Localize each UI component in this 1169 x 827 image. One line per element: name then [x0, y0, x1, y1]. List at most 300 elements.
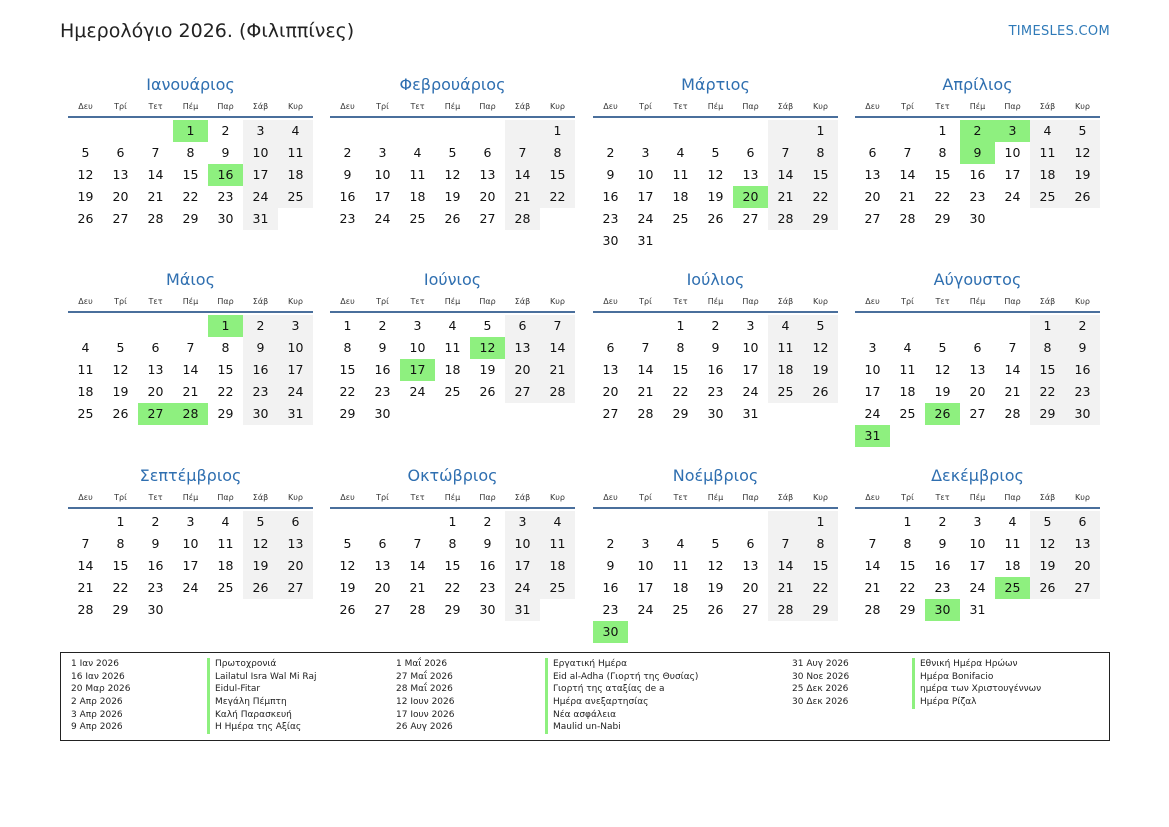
day-cell: 19 [339, 580, 356, 595]
weekday-label: Τετ [935, 493, 950, 502]
day-cell: 28 [864, 602, 881, 617]
weekday-label: Πέμ [969, 102, 986, 111]
day-cell: 15 [934, 167, 951, 182]
day-cell: 18 [899, 384, 916, 399]
empty-cell [540, 403, 575, 425]
weekday-label: Παρ [217, 493, 234, 502]
day-cell: 18 [444, 362, 461, 377]
day-grid [855, 511, 1100, 621]
day-cell: 31 [637, 233, 654, 248]
day-cell: 17 [969, 558, 986, 573]
month-calendar [593, 72, 838, 252]
day-cell: 29 [182, 211, 199, 226]
day-cell: 19 [707, 189, 724, 204]
weekday-label: Σάβ [1039, 493, 1056, 502]
day-grid [330, 511, 575, 621]
day-cell: 26 [1065, 186, 1100, 208]
day-cell: 19 [243, 555, 278, 577]
empty-cell [663, 511, 698, 533]
day-cell: 10 [243, 142, 278, 164]
day-cell: 30 [602, 233, 619, 248]
day-cell: 13 [147, 362, 164, 377]
holiday-name: Νέα ασφάλεια [545, 709, 698, 722]
weekday-label: Τετ [410, 102, 425, 111]
day-cell: 6 [278, 511, 313, 533]
day-cell: 1 [938, 123, 947, 138]
weekday-label: Τετ [410, 493, 425, 502]
day-cell: 12 [77, 167, 94, 182]
day-grid [68, 315, 313, 425]
day-cell: 15 [803, 555, 838, 577]
weekday-label: Παρ [217, 297, 234, 306]
day-cell: 31 [278, 403, 313, 425]
day-cell: 15 [899, 558, 916, 573]
day-cell: 8 [903, 536, 912, 551]
day-cell: 3 [995, 120, 1030, 142]
day-cell: 2 [606, 536, 615, 551]
empty-cell [628, 120, 663, 142]
day-cell: 8 [186, 145, 195, 160]
day-cell: 5 [1030, 511, 1065, 533]
day-cell: 29 [672, 406, 689, 421]
empty-cell [768, 230, 803, 252]
day-cell: 12 [243, 533, 278, 555]
day-cell: 14 [505, 164, 540, 186]
legend-names-column [912, 658, 1041, 709]
empty-cell [768, 120, 803, 142]
day-cell: 10 [637, 167, 654, 182]
weekday-header [68, 98, 313, 118]
day-cell: 30 [969, 211, 986, 226]
day-cell: 22 [182, 189, 199, 204]
day-cell: 6 [483, 145, 492, 160]
empty-cell [663, 120, 698, 142]
day-cell: 20 [505, 359, 540, 381]
day-cell: 9 [960, 142, 995, 164]
day-cell: 29 [112, 602, 129, 617]
day-cell: 24 [969, 580, 986, 595]
weekday-header [68, 489, 313, 509]
empty-cell [698, 511, 733, 533]
day-cell: 28 [505, 208, 540, 230]
day-cell: 9 [378, 340, 387, 355]
empty-cell [733, 621, 768, 643]
month-name: Σεπτέμβριος [139, 466, 242, 485]
empty-cell [733, 511, 768, 533]
weekday-label: Τετ [148, 297, 163, 306]
day-cell: 10 [637, 558, 654, 573]
day-cell: 5 [483, 318, 492, 333]
empty-cell [68, 120, 103, 142]
empty-cell [593, 120, 628, 142]
day-cell: 16 [243, 359, 278, 381]
holiday-date: 12 Ιουν 2026 [396, 697, 455, 708]
holiday-date: 1 Ιαν 2026 [71, 659, 119, 669]
day-cell: 5 [1065, 120, 1100, 142]
weekday-label: Πέμ [182, 102, 199, 111]
day-cell: 5 [343, 536, 352, 551]
empty-cell [698, 621, 733, 643]
holiday-date: 25 Δεκ 2026 [792, 684, 849, 695]
weekday-label: Δευ [865, 297, 880, 306]
day-cell: 24 [409, 384, 426, 399]
day-cell: 4 [81, 340, 90, 355]
holiday-date: 9 Απρ 2026 [71, 722, 123, 733]
day-cell: 28 [1004, 406, 1021, 421]
day-cell: 22 [112, 580, 129, 595]
day-cell: 8 [803, 533, 838, 555]
day-cell: 3 [243, 120, 278, 142]
day-cell: 19 [444, 189, 461, 204]
day-cell: 26 [444, 211, 461, 226]
day-cell: 30 [925, 599, 960, 621]
day-cell: 28 [147, 211, 164, 226]
weekday-label: Τρί [901, 493, 914, 502]
holiday-name: Εθνική Ημέρα Ηρώων [912, 658, 1041, 671]
day-cell: 20 [602, 384, 619, 399]
weekday-label: Τρί [639, 297, 652, 306]
day-cell: 9 [606, 558, 615, 573]
holiday-date: 27 Μαΐ 2026 [396, 671, 453, 682]
day-cell: 7 [641, 340, 650, 355]
holiday-name: Εργατική Ημέρα [545, 658, 698, 671]
day-cell: 21 [540, 359, 575, 381]
weekday-label: Πέμ [969, 297, 986, 306]
weekday-label: Σάβ [777, 297, 794, 306]
weekday-label: Τρί [376, 102, 389, 111]
day-cell: 20 [733, 186, 768, 208]
day-cell: 8 [343, 340, 352, 355]
empty-cell [698, 120, 733, 142]
day-cell: 21 [147, 189, 164, 204]
day-cell: 4 [413, 145, 422, 160]
weekday-label: Τετ [673, 102, 688, 111]
day-cell: 18 [278, 164, 313, 186]
day-cell: 30 [147, 602, 164, 617]
day-cell: 24 [182, 580, 199, 595]
day-grid [330, 315, 575, 425]
day-cell: 15 [182, 167, 199, 182]
weekday-label: Τρί [376, 493, 389, 502]
day-cell: 26 [707, 211, 724, 226]
empty-cell [103, 120, 138, 142]
day-cell: 1 [676, 318, 685, 333]
site-link[interactable]: TIMESLES.COM [1008, 24, 1110, 39]
day-cell: 12 [707, 558, 724, 573]
day-cell: 27 [374, 602, 391, 617]
day-cell: 25 [409, 211, 426, 226]
empty-cell [628, 511, 663, 533]
day-cell: 21 [768, 186, 803, 208]
day-cell: 11 [672, 558, 689, 573]
empty-cell [1065, 425, 1100, 447]
weekday-label: Κυρ [813, 102, 828, 111]
empty-cell [400, 511, 435, 533]
day-cell: 7 [768, 142, 803, 164]
day-cell: 30 [1065, 403, 1100, 425]
day-cell: 27 [138, 403, 173, 425]
day-cell: 27 [278, 577, 313, 599]
day-cell: 6 [505, 315, 540, 337]
day-cell: 25 [77, 406, 94, 421]
weekday-label: Κυρ [288, 493, 303, 502]
day-cell: 24 [864, 406, 881, 421]
weekday-label: Τετ [148, 493, 163, 502]
day-cell: 11 [1030, 142, 1065, 164]
month-calendar [330, 267, 575, 425]
day-cell: 23 [969, 189, 986, 204]
day-cell: 1 [173, 120, 208, 142]
weekday-label: Τετ [673, 493, 688, 502]
day-cell: 30 [707, 406, 724, 421]
day-cell: 27 [742, 602, 759, 617]
day-cell: 26 [925, 403, 960, 425]
day-cell: 18 [672, 189, 689, 204]
empty-cell [995, 208, 1030, 230]
holiday-name: Ημέρα ανεξαρτησίας [545, 696, 698, 709]
empty-cell [995, 599, 1030, 621]
day-cell: 19 [1065, 164, 1100, 186]
day-cell: 20 [742, 580, 759, 595]
day-cell: 21 [637, 384, 654, 399]
day-cell: 17 [505, 555, 540, 577]
day-cell: 28 [637, 406, 654, 421]
empty-cell [1030, 425, 1065, 447]
weekday-label: Παρ [742, 297, 759, 306]
holiday-legend [60, 652, 1110, 741]
day-cell: 20 [147, 384, 164, 399]
day-cell: 18 [540, 555, 575, 577]
day-cell: 24 [742, 384, 759, 399]
month-calendar [855, 72, 1100, 230]
weekday-header [593, 489, 838, 509]
weekday-label: Σάβ [1039, 297, 1056, 306]
day-cell: 20 [1065, 555, 1100, 577]
day-cell: 19 [1030, 555, 1065, 577]
weekday-label: Τετ [935, 102, 950, 111]
empty-cell [505, 403, 540, 425]
day-cell: 20 [278, 555, 313, 577]
day-cell: 21 [864, 580, 881, 595]
day-cell: 11 [768, 337, 803, 359]
month-calendar [855, 463, 1100, 621]
day-cell: 9 [483, 536, 492, 551]
holiday-name: Γιορτή της αταξίας de a [545, 683, 698, 696]
holiday-date: 28 Μαΐ 2026 [396, 684, 453, 695]
holiday-name: ημέρα των Χριστουγέννων [912, 683, 1041, 696]
empty-cell [628, 315, 663, 337]
day-cell: 7 [1008, 340, 1017, 355]
day-cell: 21 [77, 580, 94, 595]
day-cell: 14 [1004, 362, 1021, 377]
day-cell: 13 [742, 167, 759, 182]
day-cell: 6 [746, 536, 755, 551]
weekday-label: Δευ [865, 493, 880, 502]
empty-cell [803, 621, 838, 643]
legend-dates-column [71, 658, 131, 734]
weekday-header [855, 293, 1100, 313]
weekday-label: Τρί [114, 102, 127, 111]
day-cell: 15 [672, 362, 689, 377]
day-cell: 6 [378, 536, 387, 551]
weekday-label: Δευ [603, 297, 618, 306]
holiday-date: 3 Απρ 2026 [71, 709, 123, 720]
day-cell: 22 [672, 384, 689, 399]
day-cell: 12 [444, 167, 461, 182]
day-cell: 21 [505, 186, 540, 208]
empty-cell [435, 403, 470, 425]
weekday-label: Δευ [603, 102, 618, 111]
month-calendar [68, 463, 313, 621]
weekday-label: Παρ [1004, 102, 1021, 111]
day-cell: 2 [1065, 315, 1100, 337]
day-cell: 23 [374, 384, 391, 399]
empty-cell [663, 621, 698, 643]
weekday-label: Σάβ [777, 102, 794, 111]
day-cell: 13 [278, 533, 313, 555]
holiday-date: 26 Αυγ 2026 [396, 722, 453, 733]
day-cell: 31 [505, 599, 540, 621]
day-cell: 14 [899, 167, 916, 182]
day-cell: 8 [676, 340, 685, 355]
month-name: Οκτώβριος [407, 466, 498, 485]
day-cell: 5 [81, 145, 90, 160]
holiday-name: Πρωτοχρονιά [207, 658, 316, 671]
day-cell: 18 [217, 558, 234, 573]
day-cell: 27 [112, 211, 129, 226]
day-cell: 18 [768, 359, 803, 381]
day-cell: 29 [803, 599, 838, 621]
day-cell: 26 [1030, 577, 1065, 599]
day-cell: 27 [1065, 577, 1100, 599]
day-cell: 4 [278, 120, 313, 142]
empty-cell [330, 120, 365, 142]
month-calendar [855, 267, 1100, 447]
month-calendar [330, 72, 575, 230]
day-cell: 29 [339, 406, 356, 421]
day-cell: 10 [864, 362, 881, 377]
day-cell: 4 [768, 315, 803, 337]
day-cell: 17 [400, 359, 435, 381]
day-cell: 9 [1065, 337, 1100, 359]
empty-cell [365, 120, 400, 142]
day-cell: 14 [768, 164, 803, 186]
day-cell: 9 [606, 167, 615, 182]
weekday-label: Σάβ [514, 102, 531, 111]
day-grid [330, 120, 575, 230]
weekday-header [855, 98, 1100, 118]
day-cell: 1 [208, 315, 243, 337]
empty-cell [855, 511, 890, 533]
day-cell: 16 [1065, 359, 1100, 381]
day-cell: 14 [182, 362, 199, 377]
weekday-label: Παρ [1004, 297, 1021, 306]
day-cell: 6 [746, 145, 755, 160]
day-cell: 17 [374, 189, 391, 204]
empty-cell [960, 425, 995, 447]
day-cell: 6 [973, 340, 982, 355]
day-cell: 6 [151, 340, 160, 355]
day-cell: 13 [1065, 533, 1100, 555]
day-cell: 12 [112, 362, 129, 377]
weekday-header [855, 489, 1100, 509]
day-cell: 8 [448, 536, 457, 551]
holiday-name: Eid al-Adha (Γιορτή της Θυσίας) [545, 671, 698, 684]
day-cell: 12 [934, 362, 951, 377]
day-cell: 27 [969, 406, 986, 421]
day-cell: 28 [173, 403, 208, 425]
weekday-label: Κυρ [550, 297, 565, 306]
empty-cell [803, 403, 838, 425]
day-cell: 11 [1004, 536, 1021, 551]
day-cell: 1 [116, 514, 125, 529]
day-cell: 7 [868, 536, 877, 551]
weekday-label: Τρί [114, 297, 127, 306]
day-cell: 21 [409, 580, 426, 595]
day-cell: 25 [672, 211, 689, 226]
day-cell: 19 [803, 359, 838, 381]
weekday-label: Δευ [340, 102, 355, 111]
day-cell: 25 [672, 602, 689, 617]
day-cell: 29 [1030, 403, 1065, 425]
weekday-label: Κυρ [1075, 493, 1090, 502]
day-cell: 9 [938, 536, 947, 551]
legend-names-column [545, 658, 698, 734]
holiday-date: 2 Απρ 2026 [71, 697, 123, 708]
month-name: Φεβρουάριος [399, 75, 506, 94]
day-cell: 29 [803, 208, 838, 230]
day-cell: 17 [243, 164, 278, 186]
day-cell: 20 [864, 189, 881, 204]
day-cell: 8 [116, 536, 125, 551]
day-cell: 17 [637, 189, 654, 204]
weekday-label: Τρί [901, 297, 914, 306]
day-cell: 12 [1065, 142, 1100, 164]
weekday-label: Παρ [742, 102, 759, 111]
day-cell: 17 [864, 384, 881, 399]
empty-cell [768, 403, 803, 425]
day-cell: 8 [803, 142, 838, 164]
weekday-label: Δευ [603, 493, 618, 502]
day-cell: 8 [938, 145, 947, 160]
day-cell: 4 [448, 318, 457, 333]
day-cell: 10 [374, 167, 391, 182]
day-cell: 15 [444, 558, 461, 573]
day-cell: 5 [938, 340, 947, 355]
empty-cell [365, 511, 400, 533]
empty-cell [470, 120, 505, 142]
day-cell: 30 [374, 406, 391, 421]
day-cell: 10 [182, 536, 199, 551]
day-cell: 23 [217, 189, 234, 204]
day-cell: 22 [540, 186, 575, 208]
day-cell: 13 [374, 558, 391, 573]
holiday-name: Μεγάλη Πέμπτη [207, 696, 316, 709]
day-cell: 26 [479, 384, 496, 399]
weekday-header [593, 293, 838, 313]
holiday-name: Καλή Παρασκευή [207, 709, 316, 722]
day-cell: 20 [374, 580, 391, 595]
day-cell: 4 [221, 514, 230, 529]
holiday-name: Eidul-Fitar [207, 683, 316, 696]
day-cell: 1 [1030, 315, 1065, 337]
holiday-date: 16 Ιαν 2026 [71, 671, 125, 682]
day-cell: 11 [899, 362, 916, 377]
empty-cell [138, 315, 173, 337]
day-cell: 5 [711, 536, 720, 551]
day-cell: 30 [243, 403, 278, 425]
day-cell: 24 [1004, 189, 1021, 204]
